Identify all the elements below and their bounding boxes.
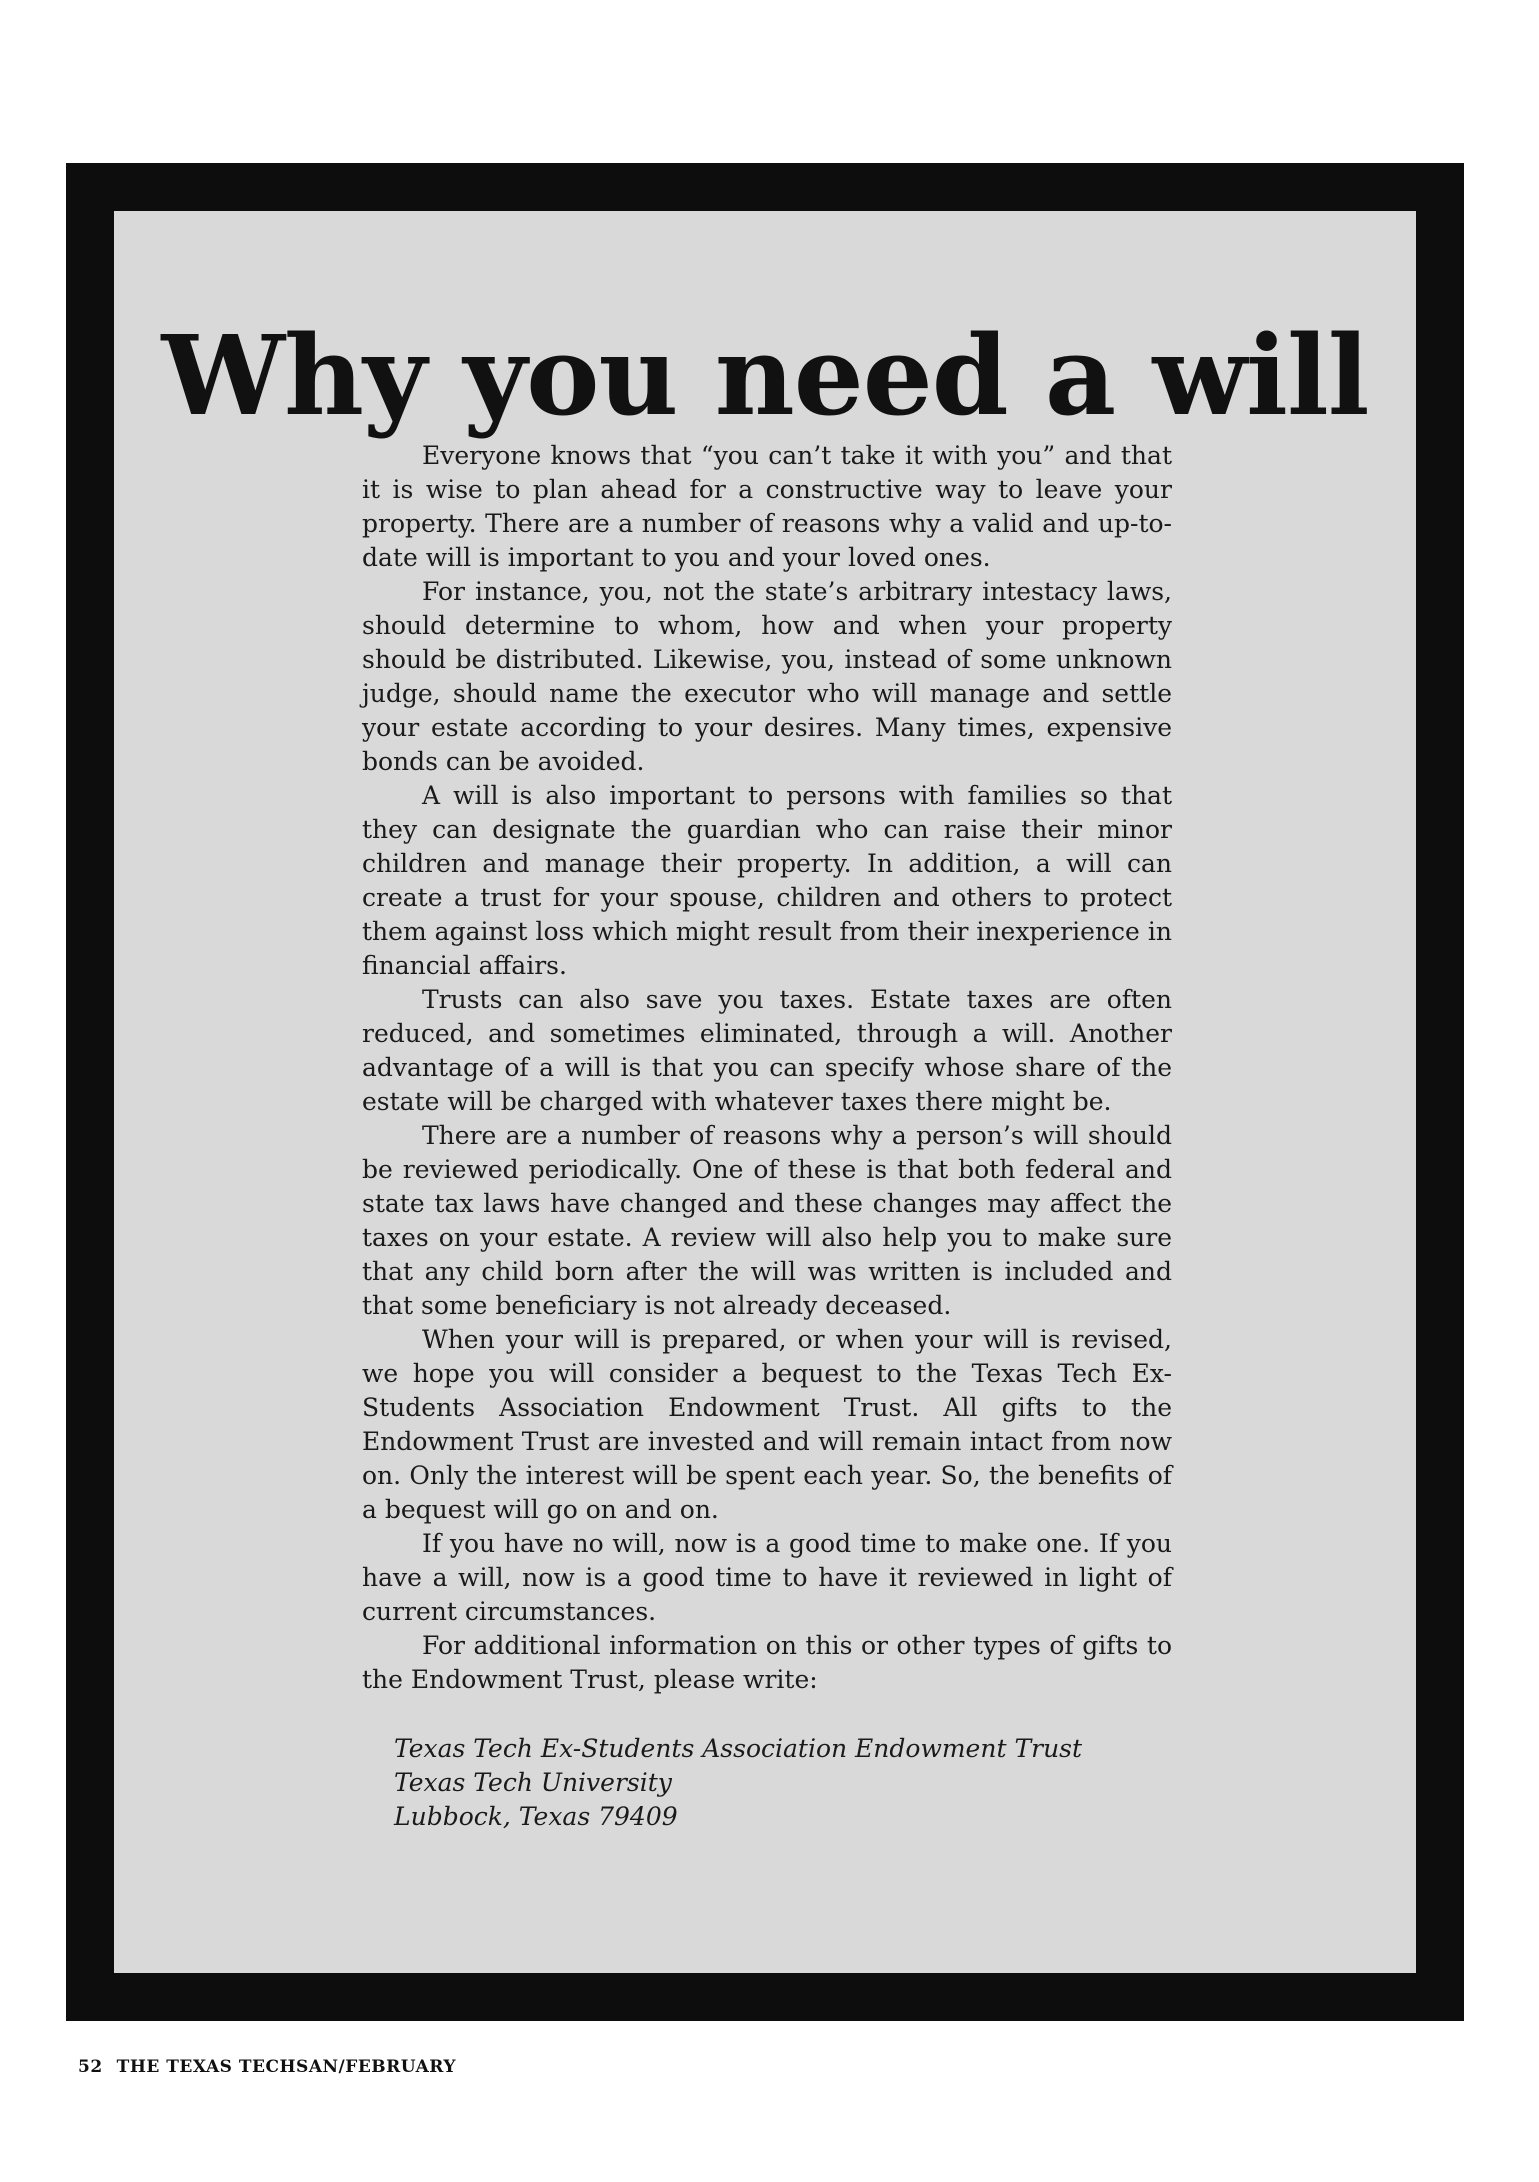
article-body xyxy=(362,439,1172,1697)
article-title: Why you need a will xyxy=(161,311,1369,440)
paragraph: A will is also important to persons with families so that they can designate the guardian who can raise their minor children and manage their property. In addition, a will can create a trust for your spouse, children and others to protect them against loss which might result from their inexperience in financial affairs. xyxy=(362,781,1172,980)
paragraph: Trusts can also save you taxes. Estate taxes are often reduced, and sometimes eliminated, through a will. Another advantage of a will is that you can specify whose share of the estate will be charged with whatever taxes there might be. xyxy=(362,985,1172,1116)
advertisement-panel xyxy=(114,211,1416,1973)
page-number: 52 xyxy=(78,2057,103,2077)
address-line: Lubbock, Texas 79409 xyxy=(394,1802,678,1831)
paragraph: For instance, you, not the state’s arbitrary intestacy laws, should determine to whom, how and when your property should be distributed. Likewise, you, instead of some unknown judge, should name the executor who will manage and settle your estate according to your desires. Many times, expensive bonds can be avoided. xyxy=(362,577,1172,776)
advertisement-frame xyxy=(66,163,1464,2021)
publication-name: THE TEXAS TECHSAN/FEBRUARY xyxy=(116,2057,457,2077)
paragraph: For additional information on this or other types of gifts to the Endowment Trust, please write: xyxy=(362,1631,1172,1694)
paragraph: If you have no will, now is a good time to make one. If you have a will, now is a good time to have it reviewed in light of current circumstances. xyxy=(362,1529,1172,1626)
page-footer xyxy=(78,2057,470,2077)
paragraph: Everyone knows that “you can’t take it with you” and that it is wise to plan ahead for a constructive way to leave your property. There are a number of reasons why a valid and up-to-date will is important to you and your loved ones. xyxy=(362,441,1172,572)
paragraph: There are a number of reasons why a person’s will should be reviewed periodically. One of these is that both federal and state tax laws have changed and these changes may affect the taxes on your estate. A review will also help you to make sure that any child born after the will was written is included and that some beneficiary is not already deceased. xyxy=(362,1121,1172,1320)
address-line: Texas Tech University xyxy=(394,1768,672,1797)
mailing-address xyxy=(394,1732,1154,1834)
address-line: Texas Tech Ex-Students Association Endowment Trust xyxy=(394,1734,1083,1763)
paragraph: When your will is prepared, or when your will is revised, we hope you will consider a bequest to the Texas Tech Ex-Students Association Endowment Trust. All gifts to the Endowment Trust are invested and will remain intact from now on. Only the interest will be spent each year. So, the benefits of a bequest will go on and on. xyxy=(362,1325,1172,1524)
